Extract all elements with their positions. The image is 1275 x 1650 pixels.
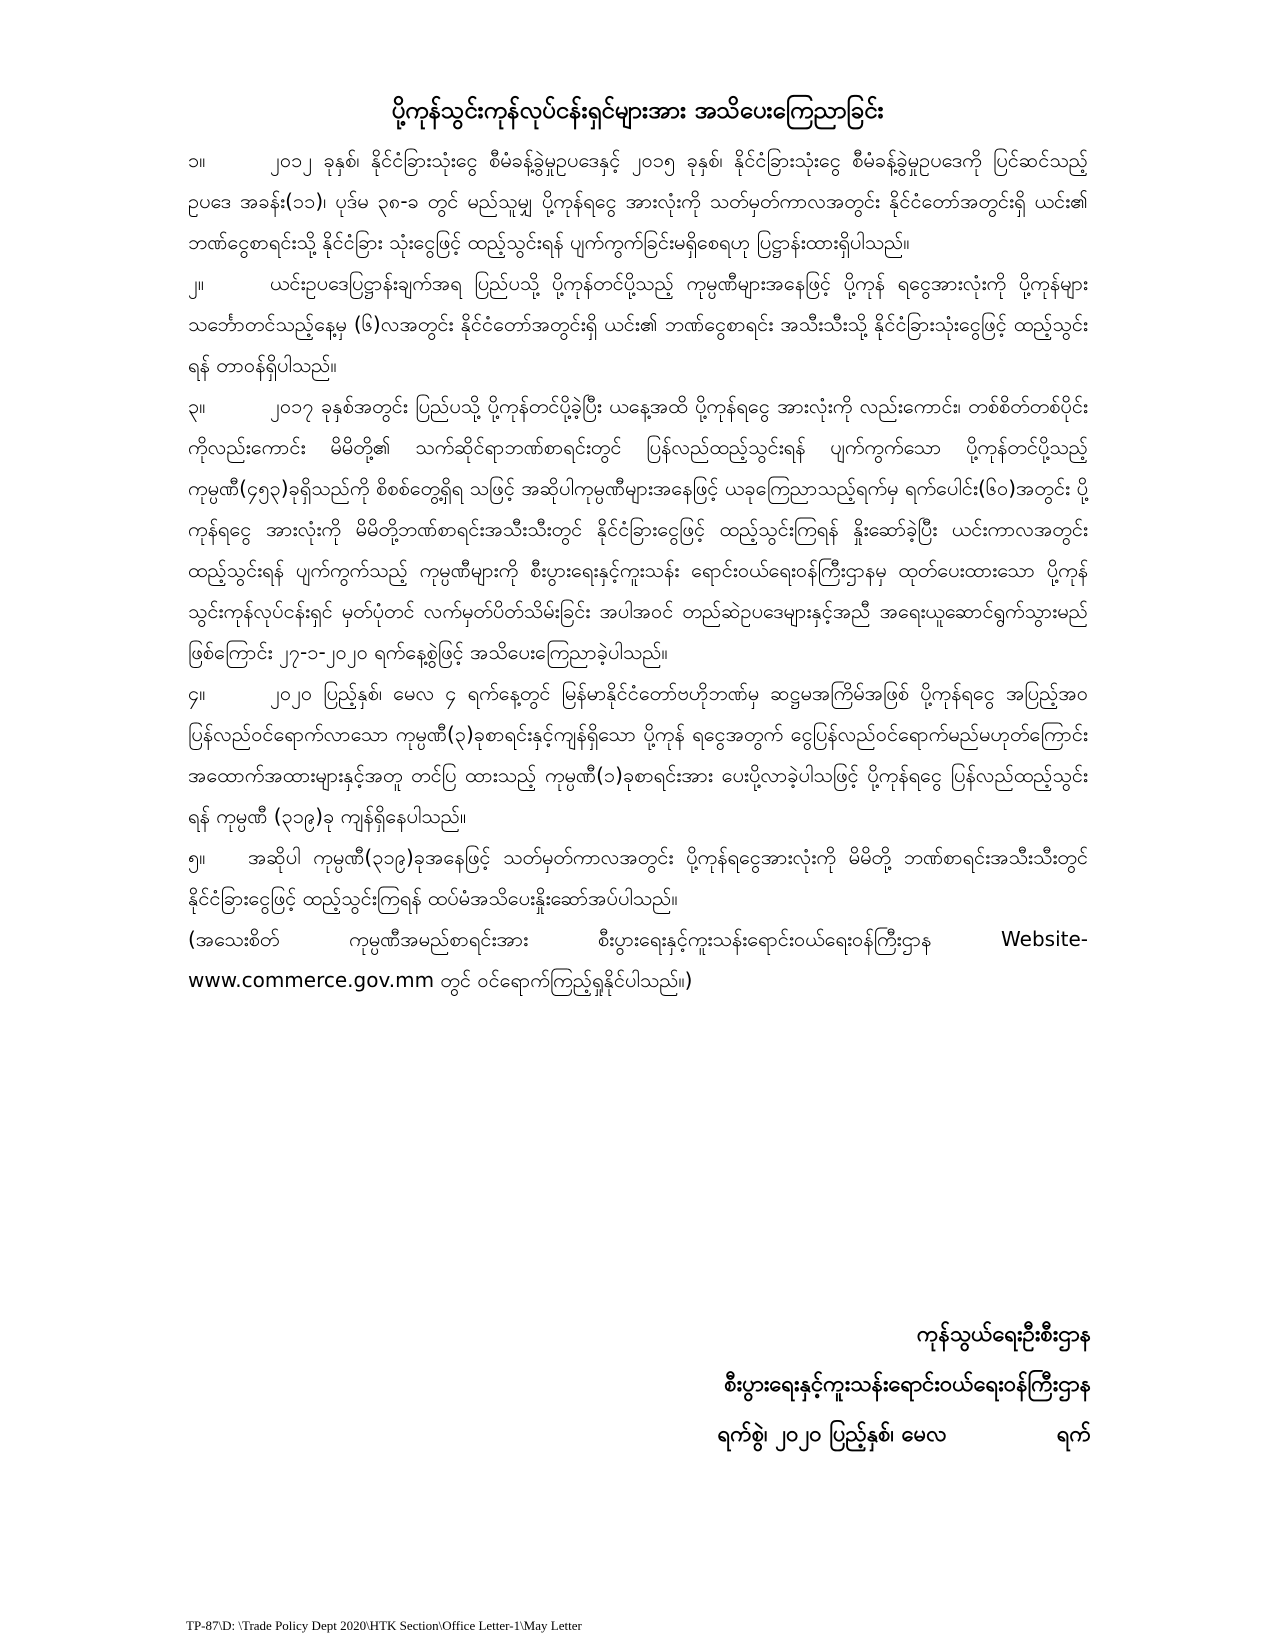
paragraph-number: ၅။ — [188, 845, 206, 869]
paragraph-5 — [188, 837, 1088, 919]
paragraph-text: အဆိုပါ ကုမ္ပဏီ(၃၁၉)ခုအနေဖြင့် သတ်မှတ်ကာလအတွင်း ပို့ကုန်ရငွေအားလုံးကို မိမိတို့ ဘဏ်စာရင်းအသီးသီးတွင် နိုင်ငံခြားငွေဖြင့် ထည့်သွင်းကြရန် ထပ်မံအသိပေးနှိုးဆော်အပ်ပါသည်။ — [188, 845, 1088, 910]
paragraph-number: ၂။ — [188, 271, 204, 295]
paragraph-1 — [188, 140, 1088, 263]
paragraph-4 — [188, 673, 1088, 837]
paragraph-number: ၄။ — [188, 681, 206, 705]
paragraph-number: ၁။ — [188, 148, 206, 172]
website-note: (အသေးစိတ် ကုမ္ပဏီအမည်စာရင်းအား စီးပွားရေးနှင့်ကူးသန်းရောင်းဝယ်ရေးဝန်ကြီးဌာန Website- www.commerce.gov.mm တွင် ဝင်ရောက်ကြည့်ရှုနိုင်ပါသည်။) — [188, 927, 1088, 992]
paragraph-number: ၃။ — [188, 394, 206, 418]
paragraph-text: ၂၀၁၂ ခုနှစ်၊ နိုင်ငံခြားသုံးငွေ စီမံခန့်ခွဲမှုဥပဒေနှင့် ၂၀၁၅ ခုနှစ်၊ နိုင်ငံခြားသုံးငွေ စီမံခန့်ခွဲမှုဥပဒေကို ပြင်ဆင်သည့် ဥပဒေ အခန်း(၁၁)၊ ပုဒ်မ ၃၈-ခ တွင် မည်သူမျှ ပို့ကုန်ရငွေ အားလုံးကို သတ်မှတ်ကာလအတွင်း နိုင်ငံတော်အတွင်းရှိ ယင်း၏ ဘဏ်ငွေစာရင်းသို့ နိုင်ငံခြား သုံးငွေဖြင့် ထည့်သွင်းရန် ပျက်ကွက်ခြင်းမရှိစေရဟု ပြဋ္ဌာန်းထားရှိပါသည်။ — [188, 148, 1088, 254]
signature-block — [491, 1310, 1091, 1460]
file-path-footer: TP-87\D: \Trade Policy Dept 2020\HTK Section\Office Letter-1\May Letter — [186, 1618, 582, 1633]
document-body — [188, 140, 1088, 1001]
paragraph-text: ယင်းဥပဒေပြဋ္ဌာန်းချက်အရ ပြည်ပသို့ ပို့ကုန်တင်ပို့သည့် ကုမ္ပဏီများအနေဖြင့် ပို့ကုန် ရငွေအားလုံးကို ပို့ကုန်များ သင်္ဘောတင်သည့်နေ့မှ (၆)လအတွင်း နိုင်ငံတော်အတွင်းရှိ ယင်း၏ ဘဏ်ငွေစာရင်း အသီးသီးသို့ နိုင်ငံခြားသုံးငွေဖြင့် ထည့်သွင်းရန် တာဝန်ရှိပါသည်။ — [188, 271, 1088, 377]
paragraph-text: ၂၀၂၀ ပြည့်နှစ်၊ မေလ ၄ ရက်နေ့တွင် မြန်မာနိုင်ငံတော်ဗဟိုဘဏ်မှ ဆဋ္ဌမအကြိမ်အဖြစ် ပို့ကုန်ရငွေ အပြည့်အဝပြန်လည်ဝင်ရောက်လာသော ကုမ္ပဏီ(၃)ခုစာရင်းနှင့်ကျန်ရှိသော ပို့ကုန် ရငွေအတွက် ငွေပြန်လည်ဝင်ရောက်မည်မဟုတ်ကြောင်း အထောက်အထားများနှင့်အတူ တင်ပြ ထားသည့် ကုမ္ပဏီ(၁)ခုစာရင်းအား ပေးပို့လာခဲ့ပါသဖြင့် ပို့ကုန်ရငွေ ပြန်လည်ထည့်သွင်းရန် ကုမ္ပဏီ (၃၁၉)ခု ကျန်ရှိနေပါသည်။ — [188, 681, 1088, 828]
paragraph-2 — [188, 263, 1088, 386]
paragraph-3 — [188, 386, 1088, 673]
department-name: ကုန်သွယ်ရေးဦးစီးဌာန — [916, 1322, 1091, 1347]
document-title: ပို့ကုန်သွင်းကုန်လုပ်ငန်းရှင်များအား အသိပေးကြေညာခြင်း — [391, 96, 884, 124]
date-prefix: ရက်စွဲ၊ ၂၀၂၀ ပြည့်နှစ်၊ မေလ — [717, 1422, 947, 1447]
paragraph-text: ၂၀၁၇ ခုနှစ်အတွင်း ပြည်ပသို့ ပို့ကုန်တင်ပို့ခဲ့ပြီး ယနေ့အထိ ပို့ကုန်ရငွေ အားလုံးကို လည်းကောင်း၊ တစ်စိတ်တစ်ပိုင်းကိုလည်းကောင်း မိမိတို့၏ သက်ဆိုင်ရာဘဏ်စာရင်းတွင် ပြန်လည်ထည့်သွင်းရန် ပျက်ကွက်သော ပို့ကုန်တင်ပို့သည့် ကုမ္ပဏီ(၄၅၃)ခုရှိသည်ကို စိစစ်တွေ့ရှိရ သဖြင့် အဆိုပါကုမ္ပဏီများအနေဖြင့် ယခုကြေညာသည့်ရက်မှ ရက်ပေါင်း(၆၀)အတွင်း ပို့ကုန်ရငွေ အားလုံးကို မိမိတို့ဘဏ်စာရင်းအသီးသီးတွင် နိုင်ငံခြားငွေဖြင့် ထည့်သွင်းကြရန် နှိုးဆော်ခဲ့ပြီး ယင်းကာလအတွင်း ထည့်သွင်းရန် ပျက်ကွက်သည့် ကုမ္ပဏီများကို စီးပွားရေးနှင့်ကူးသန်း ရောင်းဝယ်ရေးဝန်ကြီးဌာနမှ ထုတ်ပေးထားသော ပို့ကုန်သွင်းကုန်လုပ်ငန်းရှင် မှတ်ပုံတင် လက်မှတ်ပိတ်သိမ်းခြင်း အပါအဝင် တည်ဆဲဥပဒေများနှင့်အညီ အရေးယူဆောင်ရွက်သွားမည် ဖြစ်ကြောင်း ၂၇-၁-၂၀၂၀ ရက်နေ့စွဲဖြင့် အသိပေးကြေညာခဲ့ပါသည်။ — [188, 394, 1088, 664]
date-line — [491, 1410, 1091, 1460]
date-suffix: ရက် — [1056, 1422, 1091, 1447]
ministry-name: စီးပွားရေးနှင့်ကူးသန်းရောင်းဝယ်ရေးဝန်ကြီးဌာန — [724, 1372, 1091, 1397]
